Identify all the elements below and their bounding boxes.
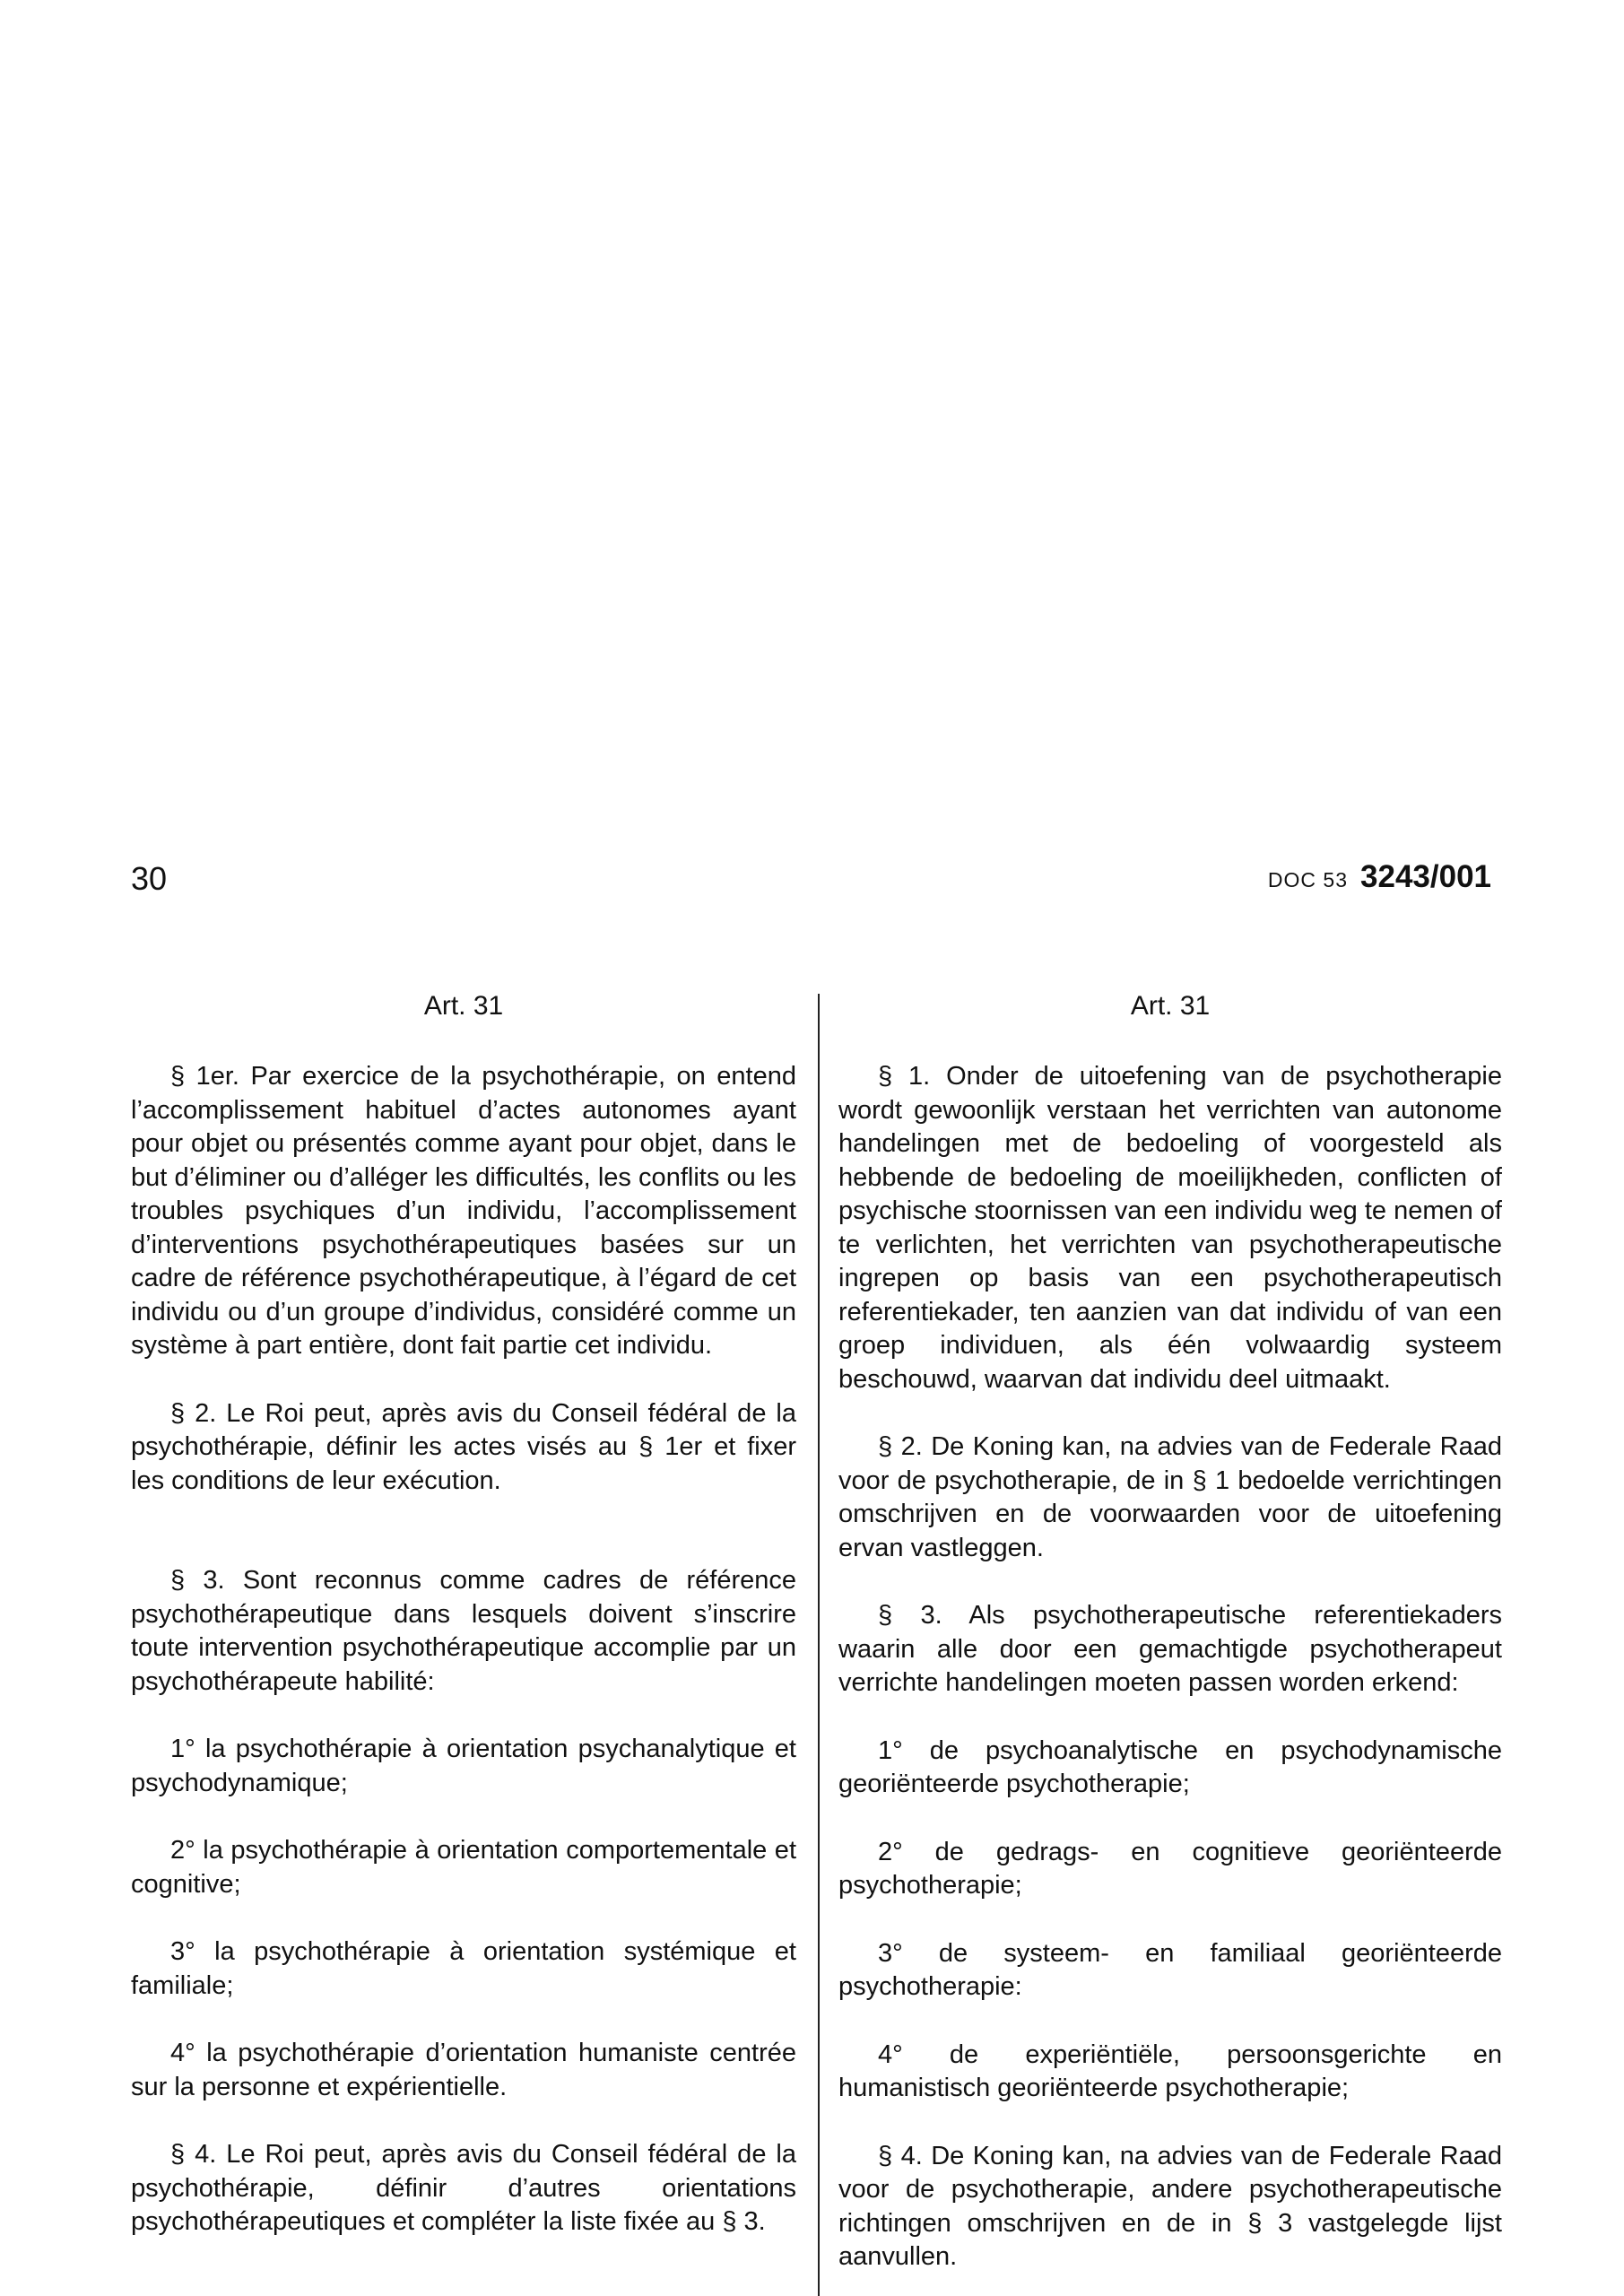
article-title-fr: Art. 31 (423, 991, 504, 1021)
paragraph-4-fr: § 4. Le Roi peut, après avis du Conseil fédéral de la psychothérapie, définir d’autres orientations psychothérapeutiques et compléter la liste fixée au § 3. (131, 2140, 796, 2236)
page-number: 30 (131, 860, 168, 897)
list-item-3-fr: 3° la psychothérapie à orientation systémique et familiale; (131, 1937, 796, 2000)
paragraph-1-nl: § 1. Onder de uitoefening van de psychotherapie wordt gewoonlijk verstaan het verrichten van autonome handelingen met de bedoeling of voorgesteld als hebbende de bedoeling de moeilijkheden, conflicten of psychische stoornissen van een individu weg te nemen of te verlichten, het verrichten van psychotherapeutische ingrepen op basis van een psychotherapeutisch referentiekader, ten aanzien van dat individu of van een groep individuen, als één volwaardig systeem beschouwd, waarvan dat individu deel uitmaakt. (838, 1062, 1502, 1394)
list-item-1-fr: 1° la psychothérapie à orientation psychanalytique et psychodynamique; (131, 1735, 796, 1797)
doc-prefix: DOC 53 (1267, 868, 1349, 891)
column-divider (818, 994, 820, 2296)
doc-number: 3243/001 (1360, 859, 1491, 894)
list-item-4-fr: 4° la psychothérapie d’orientation humaniste centrée sur la personne et expérientielle. (131, 2039, 796, 2101)
paragraph-2-nl: § 2. De Koning kan, na advies van de Federale Raad voor de psychotherapie, de in § 1 bedoelde verrichtingen omschrijven en de voorwaarden voor de uitoefening ervan vastleggen. (838, 1432, 1502, 1562)
paragraph-2-fr: § 2. Le Roi peut, après avis du Conseil fédéral de la psychothérapie, définir les actes visés au § 1er et fixer les conditions de leur exécution. (131, 1398, 796, 1495)
list-item-4-nl: 4° de experiëntiële, persoonsgerichte en humanistisch georiënteerde psychotherapie; (838, 2039, 1502, 2102)
paragraph-1-fr: § 1er. Par exercice de la psychothérapie, on entend l’accomplissement habituel d’actes autonomes ayant pour objet ou présentés comme ayant pour objet, dans le but d’éliminer ou d’alléger les difficultés, les conflits ou les troubles psychiques d’un individu, l’accomplissement d’interventions psychothérapeutiques basées sur un cadre de référence psychothérapeutique, à l’égard de cet individu ou d’un groupe d’individus, considéré comme un système à part entière, dont fait partie cet individu. (131, 1062, 796, 1360)
french-column (131, 990, 796, 2239)
list-item-1-nl: 1° de psychoanalytische en psychodynamische georiënteerde psychotherapie; (838, 1735, 1502, 1798)
list-item-2-nl: 2° de gedrags- en cognitieve georiënteerde psychotherapie; (838, 1837, 1502, 1900)
article-title-nl: Art. 31 (1130, 991, 1211, 1021)
list-item-2-fr: 2° la psychothérapie à orientation comportementale et cognitive; (131, 1836, 796, 1899)
paragraph-3-nl: § 3. Als psychotherapeutische referentiekaders waarin alle door een gemachtigde psychotherapeut verrichte handelingen moeten passen worden erkend: (838, 1601, 1502, 1697)
dutch-column (838, 990, 1502, 2274)
paragraph-4-nl: § 4. De Koning kan, na advies van de Federale Raad voor de psychotherapie, andere psychotherapeutische richtingen omschrijven en de in § 3 vastgelegde lijst aanvullen. (838, 2141, 1502, 2271)
list-item-3-nl: 3° de systeem- en familiaal georiënteerde psychotherapie: (838, 1938, 1502, 2001)
paragraph-3-fr: § 3. Sont reconnus comme cadres de référence psychothérapeutique dans lesquels doivent s’inscrire toute intervention psychothérapeutique accomplie par un psychothérapeute habilité: (131, 1566, 796, 1696)
document-reference (1268, 861, 1491, 892)
